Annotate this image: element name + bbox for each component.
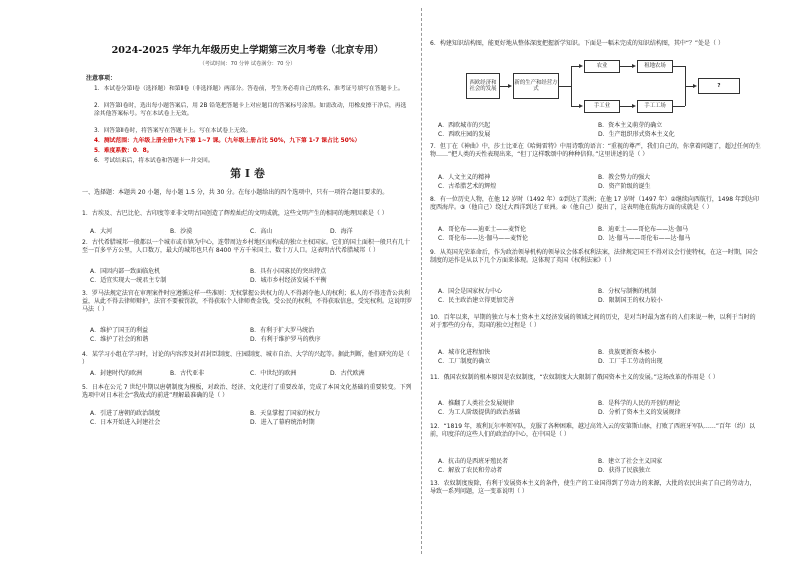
option[interactable]: A．国因内部一致面临危机 <box>90 268 161 275</box>
question-text: 12．“1819 年，玻利瓦尔率领军队，克服了各种困难，越过高耸入云的安第斯山脉，打败了西班牙军队……”百年（约）以前，印度洋的这些人们的政治的中心，在中国是（ ） <box>430 423 756 439</box>
option[interactable]: B．建立了社会主义国家 <box>598 458 663 465</box>
option[interactable]: A．城市化进程加快 <box>438 349 491 356</box>
question-text: 11．俄国农奴制的根本原因是农奴制度，“农奴制度大大限制了俄国资本主义的发展。”这场改革的作用是（ ） <box>430 374 719 381</box>
option[interactable]: B．资本主义萌芽的确立 <box>598 122 663 129</box>
option[interactable]: D．进入了幕府统治时期 <box>250 418 315 426</box>
option[interactable]: A．抗击的是西班牙殖民者 <box>438 458 509 465</box>
section-title: 第 Ⅰ 卷 <box>230 167 265 180</box>
question-text: 1．古埃及、古巴比伦、古印度等亚非文明古国创造了辉煌灿烂的文明成就，这些文明产生的相同的地理因素是（ ） <box>82 210 388 217</box>
option[interactable]: A．封建时代的欧洲 <box>90 370 143 377</box>
option[interactable]: A．大河 <box>90 228 113 235</box>
exam-subtitle: （考试时间：70 分钟 试卷满分：70 分） <box>199 61 296 67</box>
option[interactable]: C．哥伦布——达·伽马——麦哲伦 <box>438 234 529 242</box>
option[interactable]: C．适宜实现大一统君主专制 <box>90 276 167 284</box>
option[interactable]: C．维护了社会的和谐 <box>90 335 149 343</box>
diagram-arrow <box>579 64 583 68</box>
option[interactable]: C．中世纪的欧洲 <box>250 370 297 377</box>
question-options <box>438 400 760 417</box>
option[interactable]: B．迪亚士——哥伦布——达·伽马 <box>598 226 689 233</box>
note-item: 2．回答第Ⅰ卷时，选出每小题答案后，用 2B 铅笔把答题卡上对应题目的答案标号涂黑。如需改动，用橡皮擦干净后，再选涂其他答案标号。写在本试卷上无效。 <box>94 103 407 117</box>
question-text: 4．某学习小组在学习时，讨论的内容涉及封君封臣制度、庄园制度、城市自治、大学的兴起等。据此判断，他们研究的是（ ） <box>82 351 410 367</box>
question-text: 10．百年以来，早期的独立与本土资本主义经济发展的领域之间的历史，是对当时最为富有的人们来说一种，以利于当时的对于那些的分布，美国的独立过程是（ ） <box>430 314 756 330</box>
option[interactable]: D．海洋 <box>330 228 353 235</box>
knowledge-structure-diagram <box>464 57 744 120</box>
option[interactable]: A．哥伦布——迪亚士——麦哲伦 <box>438 226 527 233</box>
diagram-connector <box>673 106 685 107</box>
option[interactable]: B．天皇掌握了国家的权力 <box>250 410 321 417</box>
option[interactable]: D．古代欧洲 <box>330 370 365 377</box>
option[interactable]: C．高山 <box>250 228 273 235</box>
option[interactable]: B．古代亚非 <box>170 370 205 377</box>
option[interactable]: D．分析了资本主义的发展规律 <box>598 408 681 416</box>
option[interactable]: D．工厂手工劳动的出现 <box>598 357 663 365</box>
question-text: 13．农奴制度废除，有利于发展资本主义的条件，使生产的工业国得到了劳动力的来源，大批的农民出卖了自己的劳动力，导致一系列问题，这一变革说明（ ） <box>430 480 756 496</box>
diagram-connector <box>559 86 571 87</box>
exam-title: 2024-2025 学年九年级历史上学期第三次月考卷（北京专用） <box>111 45 384 56</box>
option[interactable]: A．人文主义的精神 <box>438 174 491 181</box>
option[interactable]: D．限制国王的权力较小 <box>598 296 663 304</box>
option[interactable]: D．获得了民族独立 <box>598 466 651 474</box>
option[interactable]: D．城市乡村经济发展不平衡 <box>250 276 327 284</box>
option[interactable]: B．具有小国寡民的突出特点 <box>250 268 327 275</box>
note-item-difficulty: 5．难度系数：0．8。 <box>94 148 153 154</box>
option[interactable]: A．推翻了人类社会发展规律 <box>438 400 515 407</box>
diagram-node-big-farm: 租地农场 <box>637 60 673 73</box>
question-options <box>438 288 760 305</box>
option[interactable]: C．民主政治建立得更加完善 <box>438 296 515 304</box>
question-text: 5．日本在公元 7 世纪中期以唐朝制度为模板，对政治、经济、文化进行了重要改革，完成了本国文化基础的重要转变。下列选项中对日本社会“我战式的前进”理解最准确的是（ ） <box>82 384 412 400</box>
option[interactable]: D．有利于维护罗马的秩序 <box>250 335 321 343</box>
option[interactable]: C．解放了农民和劳动者 <box>438 466 503 474</box>
option[interactable]: B．是科学的人民的开创的理论 <box>598 400 681 407</box>
question-options <box>438 174 760 191</box>
section-intro: 一、选择题：本题共 20 小题，每小题 1.5 分，共 30 分。在每小题给出的四个选项中，只有一项符合题目要求的。 <box>82 189 389 196</box>
option[interactable]: D．达·伽马——哥伦布——达·伽马 <box>598 234 691 242</box>
question-options <box>90 370 412 379</box>
notes-heading: 注意事项： <box>86 75 117 82</box>
note-item: 6．考试结束后，将本试卷和答题卡一并交回。 <box>94 158 214 164</box>
question-options <box>438 349 760 366</box>
option[interactable]: A．国会是国家权力中心 <box>438 288 503 295</box>
question-options <box>90 327 412 344</box>
column-divider <box>421 8 422 554</box>
diagram-connector <box>673 66 685 67</box>
option[interactable]: C．工厂制度的确立 <box>438 357 491 365</box>
note-item-scope: 4．测试范围：九年级上册全册+九下第 1~7 课。（九年级上册占比 50%，九下第 1-7 课占比 50%） <box>94 138 361 144</box>
option[interactable]: A．维护了国王的利益 <box>90 327 149 334</box>
diagram-arrow <box>693 84 697 88</box>
question-text: 6．构建知识结构图，能更好地从整体深度把握新学知识。下面是一幅未完成的知识结构图，其中“？”处是（ ） <box>430 40 724 47</box>
diagram-arrow <box>632 64 636 68</box>
question-text: 2．古代希腊城邦一般都以一个城市或市镇为中心，连带周边乡村地区而构成的独立主权国家。它们的国土面积一般只有几十至一百多平方公里，人口数万，最大的城邦也只有 8400 平方千米国土、数十万人口。这表明古代希腊城邦（ ） <box>82 239 410 255</box>
question-options <box>90 268 412 285</box>
diagram-node-farm: 农业 <box>584 60 620 73</box>
question-text: 9．从英国光荣革命后，作为政治领导机构的领导议会体系权利法案，法律规定国王不得对议会行使特权，在这一时期，国会制度的运作是从以下几个方面来体现。这体现了英国《权利法案》（ ） <box>430 249 758 265</box>
diagram-node-mid: 新的生产和经营方式 <box>513 73 559 99</box>
question-text: 8．有一位历史人物，在他 12 岁时（1492 年）①到达了美洲；在他 17 岁时（1497 年）②继续向西航行，1498 年到达印度西海岸。③（他自己）绕过大西洋到达了亚洲。④（他自己）提出了，这表明他在航海方面的成就是（ ） <box>430 196 760 212</box>
option[interactable]: B．沙漠 <box>170 228 193 235</box>
diagram-connector <box>571 66 572 106</box>
question-text: 7．但丁在《神曲》中，莎士比亚在《哈姆雷特》中用诗歌的语言：“重视的尊严，我们自己的，你拿着问题了，超过任何的生物……”把人类的天性表现出来，“但丁这样歌颂中的种种信仰。”这里讲述的是（ ） <box>430 143 761 159</box>
option[interactable]: C．古希腊艺术的辉煌 <box>438 182 497 190</box>
option[interactable]: B．分权与制衡的机制 <box>598 288 657 295</box>
option[interactable]: A．西欧城市的兴起 <box>438 122 491 129</box>
note-item: 1．本试卷分第Ⅰ卷（选择题）和第Ⅱ卷（非选择题）两部分。答卷前，考生务必将自己的姓名、准考证号填写在答题卡上。 <box>94 86 404 92</box>
option[interactable]: B．教会势力的强大 <box>598 174 651 181</box>
right-column <box>428 0 763 562</box>
option[interactable]: C．为工人阶级提供的政治基础 <box>438 408 521 416</box>
question-options <box>438 458 760 475</box>
question-options <box>90 410 412 427</box>
question-options <box>438 122 760 139</box>
diagram-node-craft: 手工业 <box>584 100 620 113</box>
option[interactable]: C．日本开始进入封建社会 <box>90 418 161 426</box>
option[interactable]: B．有利于扩大罗马统治 <box>250 327 315 334</box>
option[interactable]: A．引进了唐朝的政治制度 <box>90 410 161 417</box>
option[interactable]: D．资产阶级的诞生 <box>598 182 651 190</box>
option[interactable]: B．贵族更新资本极小 <box>598 349 657 356</box>
diagram-arrow <box>632 104 636 108</box>
diagram-arrow <box>508 84 512 88</box>
diagram-node-unknown: ? <box>698 78 740 94</box>
option[interactable]: D．生产组织形式资本主义化 <box>598 130 675 138</box>
diagram-arrow <box>579 104 583 108</box>
diagram-node-workshop: 手工工场 <box>637 100 673 113</box>
option[interactable]: C．西欧庄园的发展 <box>438 130 491 138</box>
left-column <box>80 0 415 562</box>
diagram-node-root: 西欧经济和社会的发展 <box>466 73 500 99</box>
question-text: 3．罗马法规定法官在审理案件时应遵循这样一些准则：无权掌握公共权力的人不得剥夺他人的权利；私人的不得违背公共利益，从此不得去律师辩护，法官不要被罚款，不得获取个人律师费金钱，受公民的权利，不得获取信息，受宪权利。这说明罗马法（ ） <box>82 290 413 314</box>
note-item: 3．回答第Ⅱ卷时，将答案写在答题卡上。写在本试卷上无效。 <box>94 128 252 134</box>
question-options <box>438 226 760 243</box>
question-options <box>90 228 412 237</box>
